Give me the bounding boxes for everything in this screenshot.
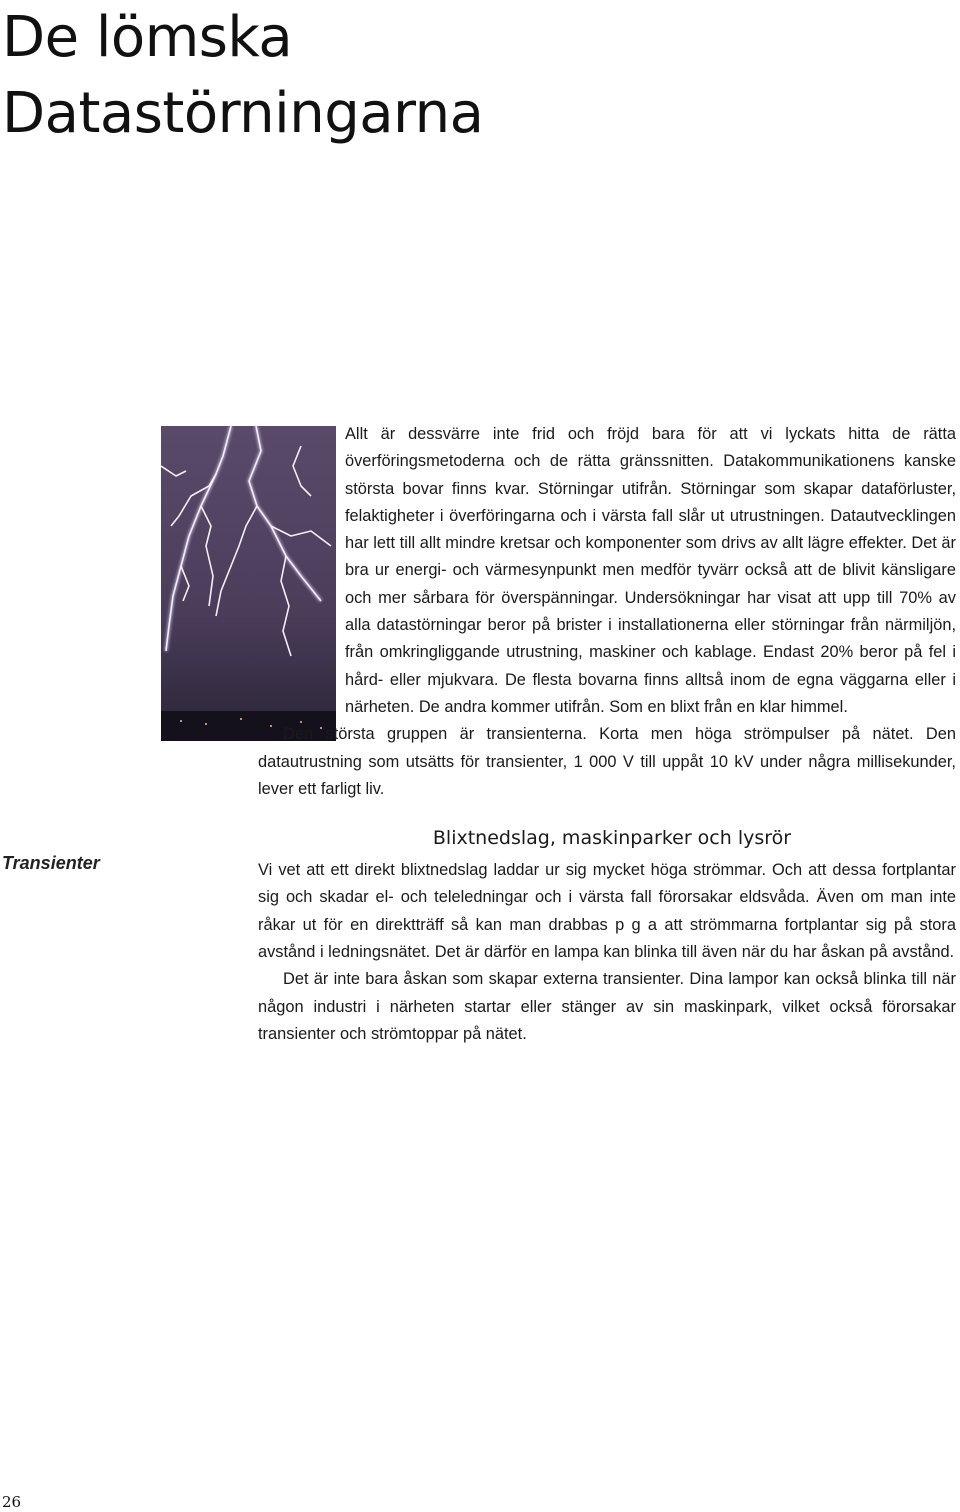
paragraph-external-transients: Det är inte bara åskan som skapar externa transienter. Dina lampor kan också blinka till när någon industri i närheten startar eller stänger av sin maskinpark, vilket också förorsakar transienter och strömtoppar på nätet.: [258, 970, 956, 1043]
title-line-1: De lömska: [2, 5, 293, 70]
section-heading: Blixtnedslag, maskinparker och lysrör: [432, 827, 792, 850]
sidebar-label-transienter: Transienter: [2, 853, 100, 873]
paragraph-transients: Den största gruppen är transienterna. Korta men höga strömpulser på nätet. Den datautrustning som utsätts för transienter, 1 000 V till uppåt 10 kV under några millisekunder, lever ett farligt liv.: [258, 725, 956, 798]
paragraph-lightning: Vi vet att ett direkt blixtnedslag laddar ur sig mycket höga strömmar. Och att dessa fortplantar sig och skadar el- och teleledningar och i värsta fall förorsakar eldsvåda. Även om man inte råkar ut för en direktträff så kan man drabbas p g a att strömmarna fortplantar sig på stora avstånd i ledningsnätet. Det är därför en lampa kan blinka till även när du har åskan på avstånd.: [258, 861, 956, 962]
title-line-2: Datastörningarna: [2, 81, 484, 146]
body-text: [258, 421, 956, 1048]
paragraph-intro: Allt är dessvärre inte frid och fröjd bara för att vi lyckats hitta de rätta överföringsmetoderna och de rätta gränssnitten. Datakommunikationens kanske största bovar finns kvar. Störningar utifrån. Störningar som skapar dataförluster, felaktigheter i överföringarna och i värsta fall slår ut utrustningen. Datautvecklingen har lett till allt mindre kretsar och komponenter som drivs av allt lägre effekter. Det är bra ur energi- och värmesynpunkt men medför tyvärr också att de blivit känsligare och mer sårbara för överspänningar. Undersökningar har visat att upp till 70% av alla datastörningar beror på brister i installationerna eller störningar från närmiljön, från omkringliggande utrustning, maskiner och kablage. Endast 20% beror på fel i hård- eller mjukvara. De flesta bovarna finns alltså inom de egna väggarna eller i närheten. De andra kommer utifrån. Som en blixt från en klar himmel.: [345, 425, 956, 716]
page-title: [2, 0, 702, 152]
page-number: 26: [2, 1493, 22, 1511]
